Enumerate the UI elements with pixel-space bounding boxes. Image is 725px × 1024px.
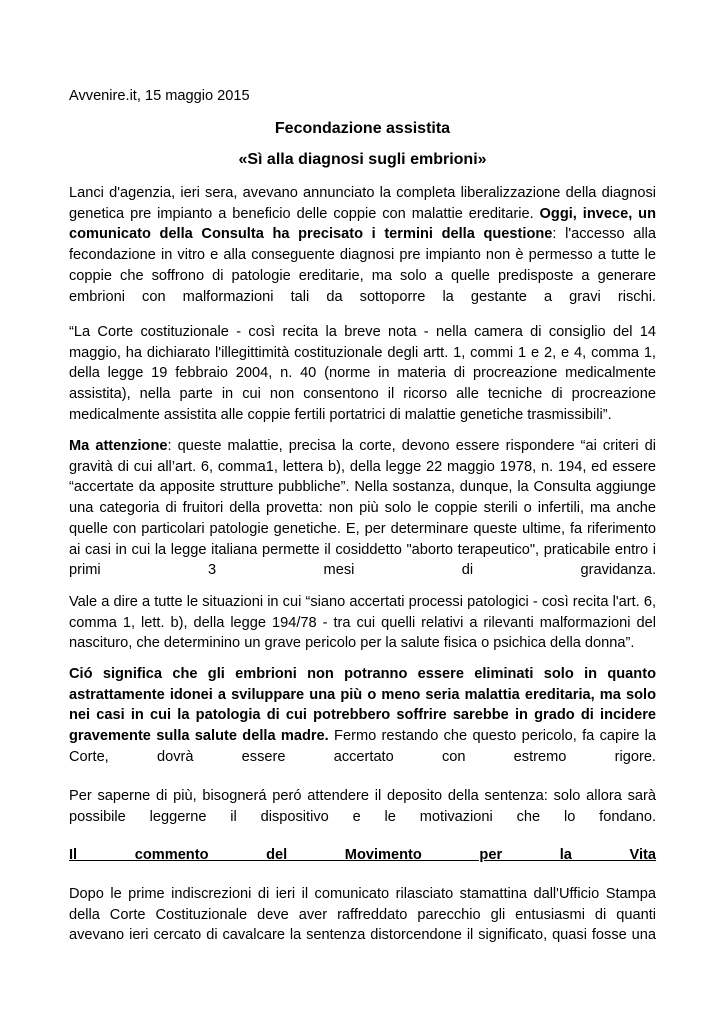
article-subtitle: «Sì alla diagnosi sugli embrioni»	[238, 151, 487, 168]
paragraph-sentence-deposit: Per saperne di più, bisognerá peró attendere il deposito della sentenza: solo allora sarà possibile leggerne il dispositivo e le motivazioni che lo fondano.	[69, 788, 656, 825]
paragraph-bold-text: Ció significa che gli embrioni non potranno essere eliminati solo in quanto astrattamente idonei a sviluppare una più o meno seria malattia ereditaria, ma solo nei casi in cui la patologia di cui potrebbero soffrire sarebbe in grado di incidere gravemente sulla salute della madre.	[69, 666, 656, 745]
paragraph-comment: Dopo le prime indiscrezioni di ieri il comunicato rilasciato stamattina dall'Ufficio Stampa della Corte Costituzionale deve aver raffreddato parecchio gli entusiasmi di quanti avevano ieri cercato di cavalcare la sentenza distorcendone il significato, quasi fosse una	[69, 886, 656, 944]
paragraph-text: : queste malattie, precisa la corte, devono essere rispondere “ai criteri di gravità di cui all’art. 6, comma1, lettera b), della legge 22 maggio 1978, n. 194, ed essere “accertate da apposite strutture pubbliche”. Nella sostanza, dunque, la Consulta aggiunge una categoria di fruitori della provetta: non più solo le coppie sterili o infertili, ma anche quelle con particolari patologie genetiche. E, per determinare queste ultime, fa riferimento ai casi in cui la legge italiana permette il cosiddetto "aborto terapeutico", praticabile entro i primi 3 mesi di gravidanza.	[69, 438, 656, 579]
paragraph-attention	[69, 436, 656, 581]
source-line: Avvenire.it, 15 maggio 2015	[69, 88, 250, 104]
paragraph-bold-text: Ma attenzione	[69, 438, 168, 454]
paragraph-law-194: Vale a dire a tutte le situazioni in cui “siano accertati processi patologici - così recita l'art. 6, comma 1, lett. b), della legge 194/78 - tra cui quelli relativi a rilevanti malformazioni del nascituro, che determinino un grave pericolo per la salute fisica o psichica della donna”.	[69, 594, 656, 652]
section-heading: Il commento del Movimento per la Vita	[69, 847, 656, 863]
article-title: Fecondazione assistita	[274, 120, 451, 137]
paragraph-court-note: “La Corte costituzionale - così recita la breve nota - nella camera di consiglio del 14 maggio, ha dichiarato l'illegittimità costituzionale degli artt. 1, commi 1 e 2, e 4, comma 1, della legge 19 febbraio 2004, n. 40 (norme in materia di procreazione medicalmente assistita), nella parte in cui non consentono il ricorso alle tecniche di procreazione medicalmente assistita alle coppie fertili portatrici di malattie genetiche trasmissibili”.	[69, 324, 656, 423]
paragraph-bold-text: Oggi, invece, un comunicato della Consulta ha precisato i termini della questione	[69, 205, 656, 243]
paragraph-intro	[69, 183, 656, 307]
paragraph-meaning	[69, 664, 656, 768]
paragraph-clip	[69, 884, 656, 952]
paragraph-text: Fermo restando che questo pericolo, fa capire la Corte, dovrà essere accertato con estremo rigore.	[69, 728, 656, 765]
paragraph-text: Lanci d'agenzia, ieri sera, avevano annunciato la completa liberalizzazione della diagnosi genetica pre impianto a beneficio delle coppie con malattie ereditarie.	[69, 185, 656, 222]
paragraph-text: : l'accesso alla fecondazione in vitro e alla conseguente diagnosi pre impianto non è permesso a tutte le coppie che soffrono di patologie ereditarie, ma solo a quelle predisposte a generare embrioni con malformazioni tali da sottoporre la gestante a gravi rischi.	[69, 226, 656, 305]
